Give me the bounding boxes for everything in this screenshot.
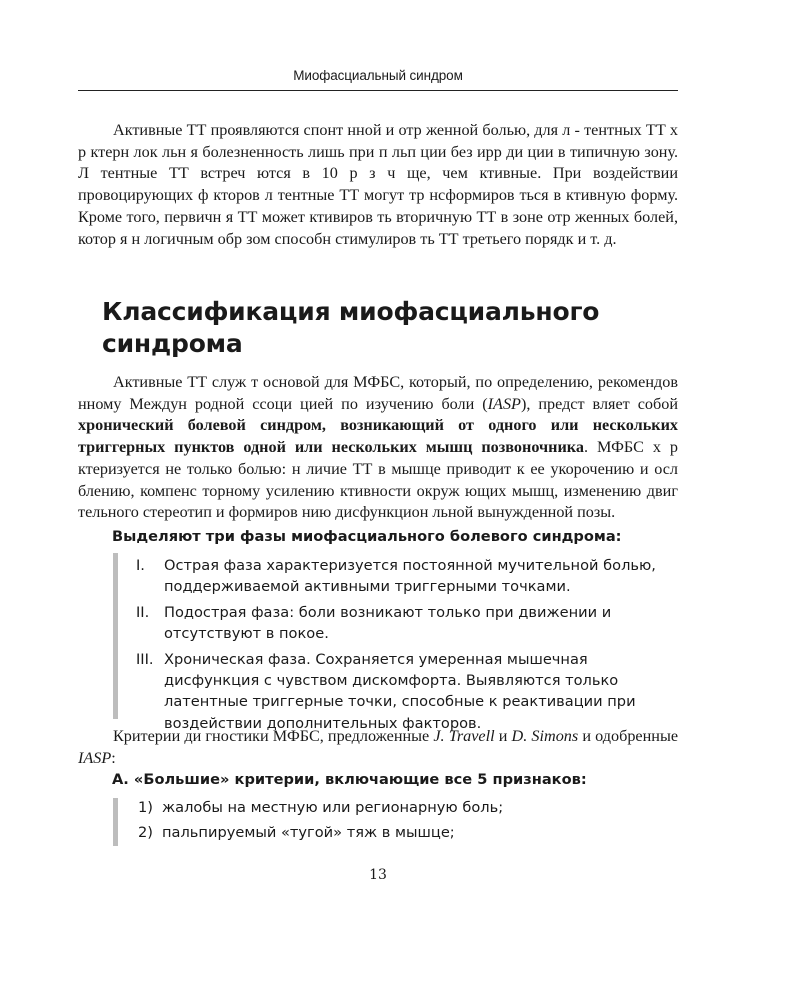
list-item-number: 2) bbox=[138, 824, 153, 842]
definition-text-3: . МФБС х р ктеризуется не только болью: н личие ТТ в мышце приводит к ее укорочению и осл блению, компенс торному усилению ктивности окруж ющих мышц, изменению двиг тельного стереотип и формиров нию дисфункцион льной вынужденной позы. bbox=[78, 438, 678, 522]
page-number: 13 bbox=[369, 867, 387, 883]
criteria-heading: А. «Большие» критерии, включающие все 5 признаков: bbox=[112, 771, 587, 788]
list-item bbox=[130, 797, 678, 818]
iasp-abbr: IASP bbox=[78, 748, 112, 767]
author-simons: D. Simons bbox=[511, 727, 579, 745]
criteria-sidebar-bar bbox=[113, 798, 118, 846]
phases-list bbox=[130, 555, 678, 734]
list-item-text: пальпируемый «тугой» тяж в мышце; bbox=[162, 824, 455, 842]
definition-bold: хронический болевой синдром, возникающий от одного или нескольких триггерных пунктов одной или нескольких мышц позвоночника bbox=[78, 416, 678, 457]
definition-paragraph bbox=[78, 372, 678, 524]
iasp-abbr: IASP bbox=[487, 394, 521, 413]
criteria-list bbox=[130, 797, 678, 844]
criteria-and: и bbox=[494, 727, 512, 745]
list-item-number: I. bbox=[136, 557, 145, 574]
author-travell: J. Travell bbox=[433, 727, 495, 745]
list-item bbox=[130, 602, 678, 645]
section-title: Классификация миофасциального синдрома bbox=[102, 297, 600, 358]
list-item-text: Хроническая фаза. Сохраняется умеренная мышечная дисфункция с чувством дискомфорта. Выявляются только латентные триггерные точки, способные к реактивации при воздействии дополнительных факторов. bbox=[164, 650, 636, 732]
list-item bbox=[130, 822, 678, 843]
definition-text-1: Активные ТТ служ т основой для МФБС, который, по определению, рекомендов нному Междун родной ссоци цией по изучению боли ( bbox=[78, 373, 678, 413]
phases-heading: Выделяют три фазы миофасциального болевого синдрома: bbox=[112, 528, 622, 545]
criteria-text-1: Критерии ди гностики МФБС, предложенные bbox=[113, 727, 434, 745]
list-item-text: жалобы на местную или регионарную боль; bbox=[162, 799, 504, 816]
header-rule bbox=[78, 90, 678, 91]
list-item bbox=[130, 555, 678, 598]
running-head: Миофасциальный синдром bbox=[293, 68, 463, 83]
list-item-text: Острая фаза характеризуется постоянной мучительной болью, поддерживаемой активными триггерными точками. bbox=[164, 557, 656, 596]
intro-paragraph: Активные ТТ проявляются спонт нной и отр женной болью, для л - тентных ТТ х р ктерн лок льн я болезненность лишь при п льп ции без ирр ди ции в типичную зону. Л тентные ТТ встреч ются в 10 р з ч ще, чем ктивные. При воздействии провоцирующих ф кторов л тентные ТТ могут тр нсформиров ться в ктивную форму. Кроме того, первичн я ТТ может ктивиров ть вторичную ТТ в зоне отр женных болей, котор я н логичным обр зом способн стимулиров ть ТТ третьего порядк и т. д. bbox=[78, 121, 678, 248]
criteria-text-3: : bbox=[111, 748, 116, 767]
definition-text-2: ), предст вляет собой bbox=[520, 394, 678, 413]
criteria-paragraph bbox=[78, 726, 678, 769]
list-item-number: III. bbox=[136, 650, 154, 668]
criteria-text-2: и одобренные bbox=[578, 727, 678, 745]
phases-sidebar-bar bbox=[113, 553, 118, 719]
list-item-number: II. bbox=[136, 603, 150, 621]
list-item-text: Подострая фаза: боли возникают только при движении и отсутствуют в покое. bbox=[164, 603, 612, 643]
list-item bbox=[130, 649, 678, 735]
list-item-number: 1) bbox=[138, 799, 153, 816]
